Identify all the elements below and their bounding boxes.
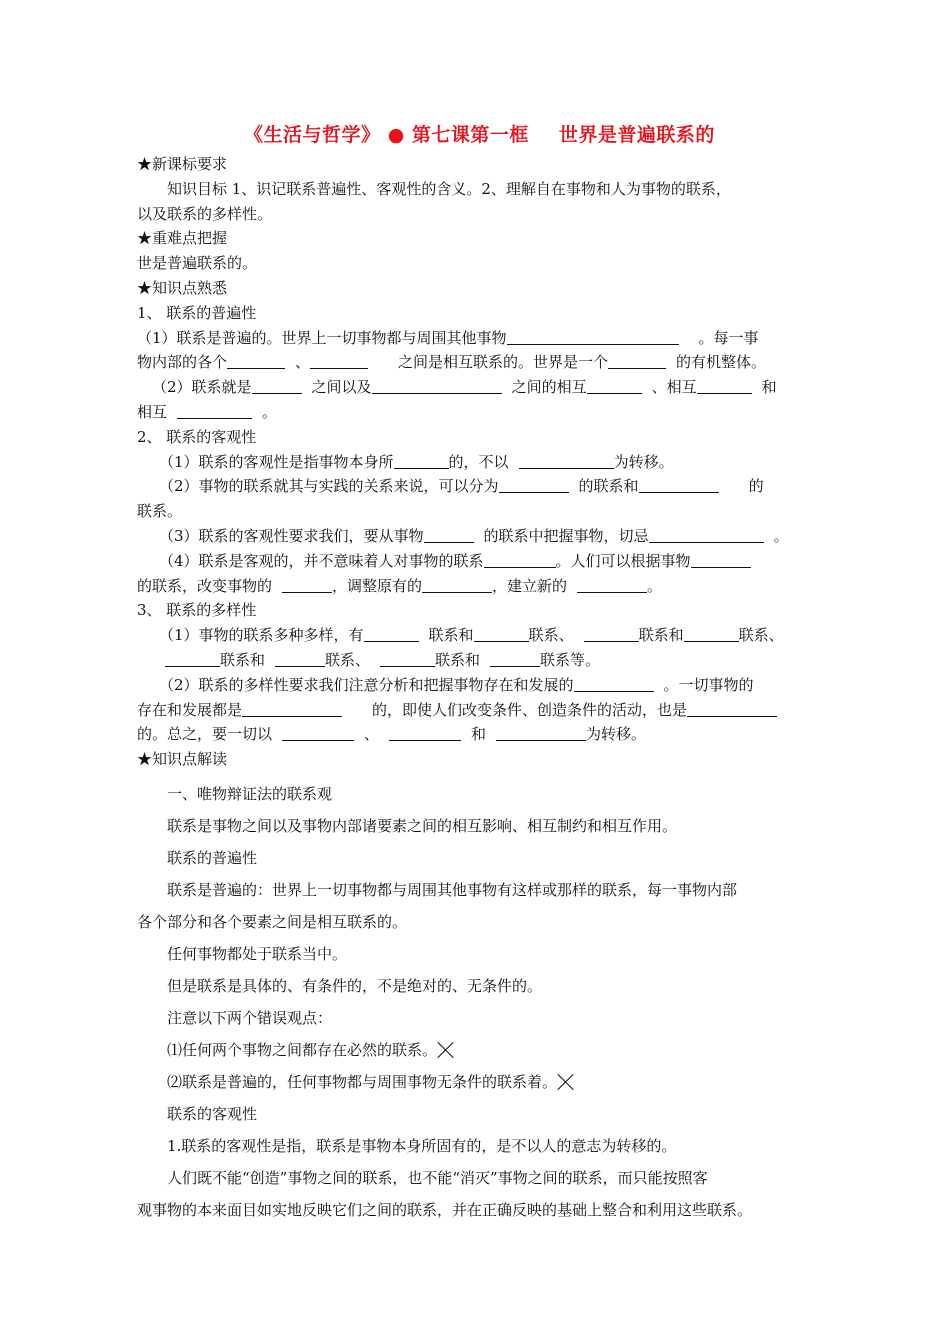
blank-field[interactable]: [389, 724, 461, 741]
blank-field[interactable]: [394, 452, 449, 469]
blank-field[interactable]: [372, 377, 502, 394]
blank-field[interactable]: [282, 576, 332, 593]
title-topic: 世界是普遍联系的: [558, 124, 715, 146]
blank-field[interactable]: [507, 328, 679, 345]
fill-line: 物内部的各个 、 之间是相互联系的。世界是一个 的有机整体。: [137, 353, 767, 372]
reading-paragraph: 但是联系是具体的、有条件的，不是绝对的、无条件的。: [167, 976, 543, 995]
blank-field[interactable]: [424, 526, 474, 543]
cross-mark-icon: [437, 1041, 455, 1057]
reading-heading: 一、唯物辩证法的联系观: [167, 784, 333, 803]
worksheet-page: [137, 118, 822, 1226]
objective-line-2: 以及联系的多样性。: [137, 204, 273, 223]
blank-field[interactable]: [697, 377, 752, 394]
blank-field[interactable]: [364, 625, 419, 642]
title-book: 《生活与哲学》: [244, 124, 381, 146]
section-heading-key-points: ★重难点把握: [137, 229, 228, 248]
blank-field[interactable]: [282, 724, 354, 741]
blank-field[interactable]: [649, 526, 764, 543]
fill-line: （1）事物的联系多种多样，有 联系和 联系、 联系和 联系、: [159, 626, 784, 645]
reading-section: [137, 778, 822, 1226]
key-point-text: 世是普遍联系的。: [137, 254, 258, 273]
blank-field[interactable]: [584, 625, 639, 642]
blank-field[interactable]: [496, 724, 586, 741]
blank-field[interactable]: [684, 625, 739, 642]
reading-paragraph: 观事物的本来面目如实地反映它们之间的联系，并在正确反映的基础上整合和利用这些联系。: [137, 1200, 753, 1219]
reading-paragraph: 人们既不能“创造”事物之间的联系，也不能“消灭”事物之间的联系，而只能按照客: [167, 1168, 708, 1187]
fill-line: （3）联系的客观性要求我们，要从事物 的联系中把握事物，切忌 。: [159, 526, 789, 545]
blank-field[interactable]: [687, 700, 777, 717]
blank-field[interactable]: [691, 551, 751, 568]
fill-line: 联系。: [137, 502, 183, 521]
blank-field[interactable]: [577, 576, 647, 593]
wrong-view-2: ⑵联系是普遍的，任何事物都与周围事物无条件的联系着。: [137, 1066, 822, 1098]
fill-line: 相互 。: [137, 402, 278, 421]
fill-line: （1）联系是普遍的。世界上一切事物都与周围其他事物 。每一事: [137, 328, 759, 347]
subheading-universality: 1、 联系的普遍性: [137, 303, 257, 322]
section-heading-familiarize: ★知识点熟悉: [137, 278, 228, 297]
blank-field[interactable]: [380, 650, 435, 667]
blank-field[interactable]: [587, 377, 642, 394]
blank-field[interactable]: [242, 700, 342, 717]
blank-field[interactable]: [484, 551, 556, 568]
fill-line: 的联系，改变事物的 ，调整原有的 ，建立新的 。: [137, 576, 663, 595]
reading-paragraph: 联系是事物之间以及事物内部诸要素之间的相互影响、相互制约和相互作用。: [167, 816, 678, 835]
blank-field[interactable]: [499, 476, 569, 493]
fill-line: 的。总之，要一切以 、 和 为转移。: [137, 725, 647, 744]
blank-field[interactable]: [608, 352, 666, 369]
reading-paragraph: 任何事物都处于联系当中。: [167, 944, 348, 963]
blank-field[interactable]: [310, 352, 368, 369]
fill-line: （2）联系就是 之间以及 之间的相互 、相互 和: [152, 378, 777, 397]
cross-mark-icon: [557, 1073, 575, 1089]
blank-field[interactable]: [422, 576, 492, 593]
blank-field[interactable]: [275, 650, 325, 667]
reading-paragraph: 各个部分和各个要素之间是相互联系的。: [137, 912, 408, 931]
title-lesson: 第七课第一框: [411, 124, 529, 146]
blank-field[interactable]: [490, 650, 540, 667]
reading-subheading: 联系的客观性: [167, 1104, 258, 1123]
blank-field[interactable]: [165, 650, 220, 667]
section-heading-standards: ★新课标要求: [137, 155, 228, 173]
blank-field[interactable]: [574, 675, 654, 692]
subheading-objectivity: 2、 联系的客观性: [137, 427, 257, 446]
reading-paragraph: 注意以下两个错误观点：: [167, 1008, 333, 1027]
reading-paragraph: 1.联系的客观性是指，联系是事物本身所固有的，是不以人的意志为转移的。: [167, 1136, 677, 1155]
blank-field[interactable]: [252, 377, 302, 394]
blank-field[interactable]: [639, 476, 719, 493]
fill-line: （1）联系的客观性是指事物本身所 的，不以 为转移。: [159, 452, 674, 471]
page-title: [137, 118, 822, 152]
objective-line-1: 知识目标 1、识记联系普遍性、客观性的含义。2、理解自在事物和人为事物的联系，: [167, 179, 731, 198]
reading-subheading: 联系的普遍性: [167, 848, 258, 867]
blank-field[interactable]: [177, 402, 252, 419]
subheading-diversity: 3、 联系的多样性: [137, 601, 257, 620]
fill-line: （2）事物的联系就其与实践的关系来说，可以分为 的联系和 的: [159, 477, 764, 496]
fill-line: （4）联系是客观的，并不意味着人对事物的联系 。人们可以根据事物: [137, 549, 822, 574]
reading-paragraph: 联系是普遍的：世界上一切事物都与周围其他事物有这样或那样的联系，每一事物内部: [167, 880, 738, 899]
title-bullet: ●: [387, 124, 405, 146]
fill-line: （2）联系的多样性要求我们注意分析和把握事物存在和发展的 。一切事物的: [159, 675, 754, 694]
blank-field[interactable]: [227, 352, 285, 369]
wrong-view-1: ⑴任何两个事物之间都存在必然的联系。: [137, 1034, 822, 1066]
fill-line: 联系和 联系、 联系和 联系等。: [137, 648, 822, 673]
fill-line: 存在和发展都是 的，即使人们改变条件、创造条件的活动，也是: [137, 698, 822, 723]
blank-field[interactable]: [474, 625, 529, 642]
blank-field[interactable]: [519, 452, 614, 469]
section-heading-reading: ★知识点解读: [137, 750, 228, 769]
